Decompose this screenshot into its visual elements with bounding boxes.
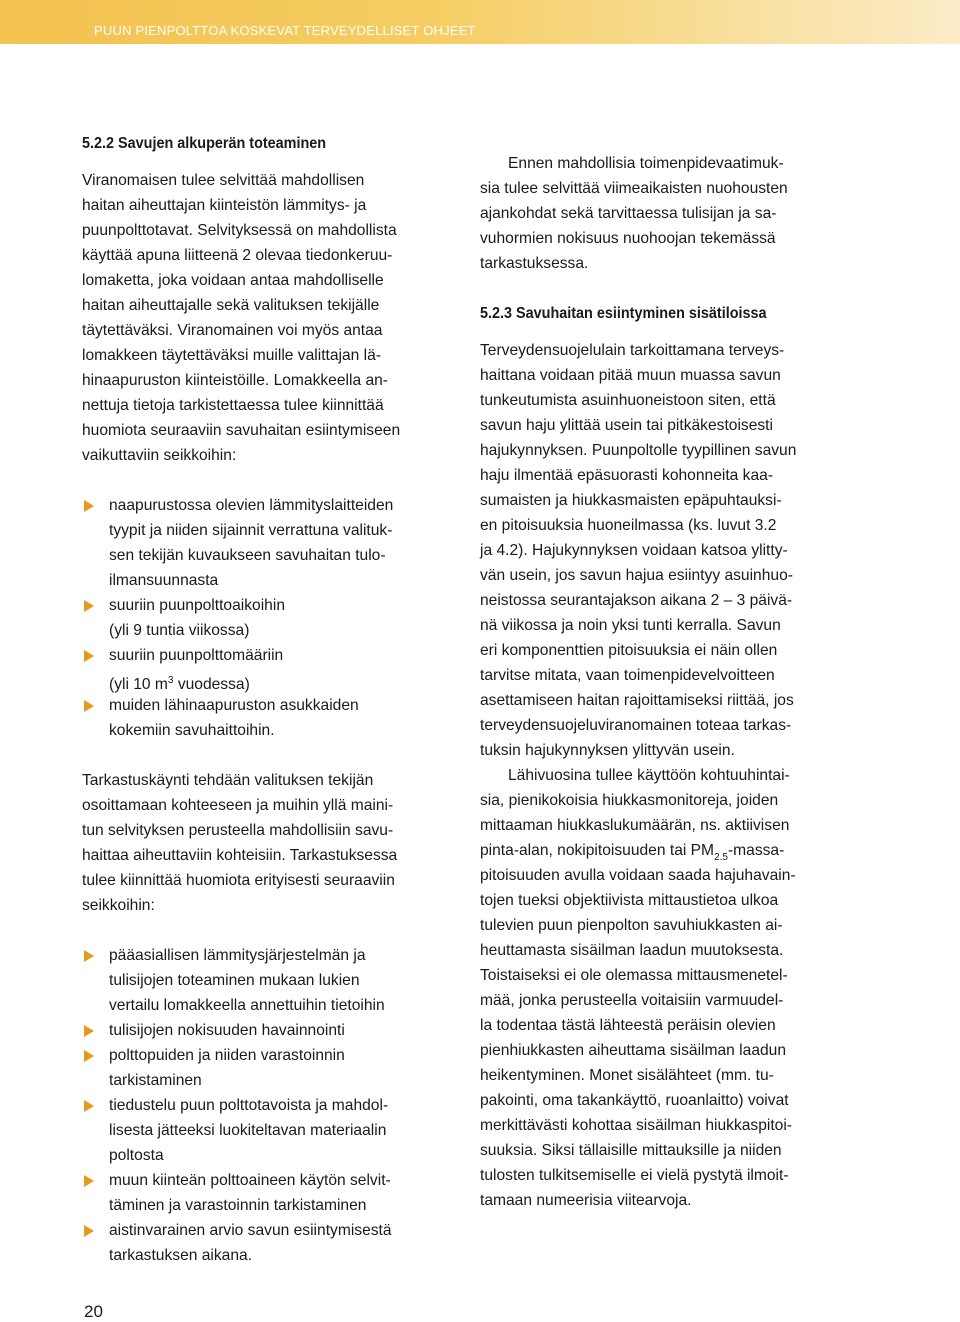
- list-item-continuation: ilmansuunnasta: [109, 572, 219, 589]
- triangle-bullet-icon: [84, 650, 94, 662]
- text-line: terveydensuojeluviranomainen toteaa tarkas-: [480, 717, 792, 734]
- text-line: Viranomaisen tulee selvittää mahdollisen: [82, 172, 365, 189]
- right-paragraph-1: [480, 151, 860, 276]
- triangle-bullet-icon: [84, 1050, 94, 1062]
- list-item: polttopuiden ja niiden varastoinnin: [82, 1043, 462, 1068]
- text-line: tulee kiinnittää huomiota erityisesti seuraaviin: [82, 872, 395, 889]
- text-line: nettuja tietoja tarkistettaessa tulee kiinnittää: [82, 397, 384, 414]
- header-band: [0, 0, 960, 44]
- left-paragraph-1: [82, 168, 462, 468]
- list-item: muiden lähinaapuruston asukkaiden: [82, 693, 462, 718]
- text-line: asettamiseen haitan rajoittamiseksi riittää, jos: [480, 692, 794, 709]
- text-line: tulosten tulkitsemiselle ei vielä pystytä ilmoit-: [480, 1167, 789, 1184]
- triangle-bullet-icon: [84, 1175, 94, 1187]
- left-paragraph-2: [82, 768, 462, 918]
- list-item: suuriin puunpolttoaikoihin: [82, 593, 462, 618]
- list-item-continuation: tarkastuksen aikana.: [109, 1247, 253, 1264]
- list-item-continuation: poltosta: [109, 1147, 164, 1164]
- text-line: Toistaiseksi ei ole olemassa mittausmenetel-: [480, 967, 788, 984]
- text-line: sumaisten ja hiukkasmaisten epäpuhtauksi-: [480, 492, 782, 509]
- text-line: lomaketta, joka voidaan antaa mahdolliselle: [82, 272, 384, 289]
- text-line: haittana voidaan pitää muun muassa savun: [480, 367, 781, 384]
- triangle-bullet-icon: [84, 950, 94, 962]
- text-line: pitoisuuden avulla voidaan saada hajuhavain-: [480, 867, 796, 884]
- text-line: suuksia. Siksi tällaisille mittauksille ja niiden: [480, 1142, 782, 1159]
- text-line: Ennen mahdollisia toimenpidevaatimuk-: [508, 155, 784, 172]
- list-item-continuation: lisesta jätteeksi luokiteltavan materiaalin: [109, 1122, 387, 1139]
- left-bullet-list-1: [82, 493, 462, 743]
- running-header-title: PUUN PIENPOLTTOA KOSKEVAT TERVEYDELLISET OHJEET: [94, 23, 476, 38]
- text-line: osoittamaan kohteeseen ja muihin yllä maini-: [82, 797, 394, 814]
- list-item: suuriin puunpolttomääriin: [82, 643, 462, 668]
- text-line: hajukynnyksen. Puunpoltolle tyypillinen savun: [480, 442, 797, 459]
- text-line: tunkeutumista asuinhuoneistoon siten, että: [480, 392, 776, 409]
- triangle-bullet-icon: [84, 1225, 94, 1237]
- text-line: sia, pienikokoisia hiukkasmonitoreja, joiden: [480, 792, 779, 809]
- page-number: 20: [84, 1302, 103, 1321]
- text-line: mää, jonka perusteella voitaisiin varmuudel-: [480, 992, 784, 1009]
- text-line: vän usein, jos savun hajua esiintyy asuinhuo-: [480, 567, 793, 584]
- list-item: muun kiinteän polttoaineen käytön selvit-: [82, 1168, 462, 1193]
- list-item: naapurustossa olevien lämmityslaitteiden: [82, 493, 462, 518]
- text-line: ja 4.2). Hajukynnyksen voidaan katsoa ylitty-: [480, 542, 788, 559]
- text-line: haitan aiheuttajan kiinteistön lämmitys- ja: [82, 197, 367, 214]
- text-line: lomakkeen täytettäväksi muille valittajan lä-: [82, 347, 382, 364]
- list-item-continuation: vertailu lomakkeella annettuihin tietoihin: [109, 997, 385, 1014]
- text-line: puunpolttotavat. Selvityksessä on mahdollista: [82, 222, 397, 239]
- triangle-bullet-icon: [84, 1100, 94, 1112]
- section-heading-5-2-2: 5.2.2 Savujen alkuperän toteaminen: [82, 135, 327, 152]
- left-column: [82, 131, 462, 1268]
- text-line: seikkoihin:: [82, 897, 155, 914]
- text-line: neistossa seurantajakson aikana 2 – 3 päivä-: [480, 592, 793, 609]
- triangle-bullet-icon: [84, 600, 94, 612]
- text-line: tulevien puun pienpolton savuhiukkasten ai-: [480, 917, 783, 934]
- text-line: käyttää apuna liitteenä 2 olevaa tiedonkeruu-: [82, 247, 393, 264]
- right-paragraph-2: [480, 338, 860, 763]
- right-column: [480, 151, 860, 1213]
- list-item: pääasiallisen lämmitysjärjestelmän ja: [82, 943, 462, 968]
- text-line: huomiota seuraaviin savuhaitan esiintymiseen: [82, 422, 401, 439]
- text-line-pm25: pinta-alan, nokipitoisuuden tai $PM_{2.5}-massa-$: [480, 842, 785, 863]
- text-line: heikentyminen. Monet sisälähteet (mm. tu-: [480, 1067, 774, 1084]
- text-line: Terveydensuojelulain tarkoittamana terveys-: [480, 342, 785, 359]
- text-line: eri komponenttien pitoisuuksia ei näin ollen: [480, 642, 778, 659]
- list-item-continuation: (yli 9 tuntia viikossa): [109, 622, 250, 639]
- text-line: en pitoisuuksia huoneilmassa (ks. luvut 3.2: [480, 517, 777, 534]
- list-item: tulisijojen nokisuuden havainnointi: [82, 1018, 462, 1043]
- text-line: pienhiukkasten aiheuttama sisäilman laadun: [480, 1042, 787, 1059]
- text-line: haitan aiheuttajalle sekä valituksen tekijälle: [82, 297, 380, 314]
- text-line: heuttamasta sisäilman laadun muutoksesta.: [480, 942, 784, 959]
- list-item: aistinvarainen arvio savun esiintymisestä: [82, 1218, 462, 1243]
- text-line: hinaapuruston kiinteistöille. Lomakkeella an-: [82, 372, 388, 389]
- triangle-bullet-icon: [84, 500, 94, 512]
- right-paragraph-3: [480, 763, 860, 1213]
- list-item-continuation: tulisijojen toteaminen mukaan lukien: [109, 972, 360, 989]
- text-line: la todentaa tästä lähteestä peräisin olevien: [480, 1017, 776, 1034]
- list-item: tiedustelu puun polttotavoista ja mahdol-: [82, 1093, 462, 1118]
- text-line: vuhormien nokisuus nuohoojan tekemässä: [480, 230, 776, 247]
- text-line: mittaaman hiukkaslukumäärän, ns. aktiivisen: [480, 817, 790, 834]
- text-line: merkittävästi kohottaa sisäilman hiukkaspitoi-: [480, 1117, 793, 1134]
- text-line: vaikuttaviin seikkoihin:: [82, 447, 237, 464]
- text-line: sia tulee selvittää viimeaikaisten nuohousten: [480, 180, 788, 197]
- text-line: tamaan numeerisia viitearvoja.: [480, 1192, 692, 1209]
- text-line: tarvitse mitata, vaan toimenpidevelvoitteen: [480, 667, 775, 684]
- text-line: nä viikossa ja noin yksi tunti kerralla. Savun: [480, 617, 781, 634]
- left-bullet-list-2: [82, 943, 462, 1268]
- triangle-bullet-icon: [84, 1025, 94, 1037]
- text-line: Tarkastuskäynti tehdään valituksen tekijän: [82, 772, 374, 789]
- section-heading-5-2-3: 5.2.3 Savuhaitan esiintyminen sisätiloissa: [480, 305, 767, 322]
- text-line: tuksin hajukynnyksen ylittyvän usein.: [480, 742, 735, 759]
- text-line: Lähivuosina tullee käyttöön kohtuuhintai-: [508, 767, 790, 784]
- list-item-continuation: (yli 10 $m^3$ vuodessa): [109, 675, 250, 693]
- text-line: ajankohdat sekä tarvittaessa tulisijan ja sa-: [480, 205, 777, 222]
- text-line: haittaa aiheuttaviin kohteisiin. Tarkastuksessa: [82, 847, 398, 864]
- text-line: pakointi, oma takankäyttö, ruoanlaitto) voivat: [480, 1092, 789, 1109]
- triangle-bullet-icon: [84, 700, 94, 712]
- text-line: tarkastuksessa.: [480, 255, 589, 272]
- list-item-continuation: sen tekijän kuvaukseen savuhaitan tulo-: [109, 547, 386, 564]
- text-line: haju ilmentää epäsuorasti kohonneita kaa-: [480, 467, 774, 484]
- text-line: tun selvityksen perusteella mahdollisiin savu-: [82, 822, 394, 839]
- list-item-continuation: kokemiin savuhaittoihin.: [109, 722, 275, 739]
- text-line: täytettäväksi. Viranomainen voi myös antaa: [82, 322, 383, 339]
- list-item-continuation: tyypit ja niiden sijainnit verrattuna valituk-: [109, 522, 393, 539]
- list-item-continuation: tarkistaminen: [109, 1072, 202, 1089]
- text-line: savun haju ylittää usein tai pitkäkestoisesti: [480, 417, 773, 434]
- list-item-continuation: täminen ja varastoinnin tarkistaminen: [109, 1197, 367, 1214]
- text-line: tojen tueksi objektiivista mittaustietoa ulkoa: [480, 892, 779, 909]
